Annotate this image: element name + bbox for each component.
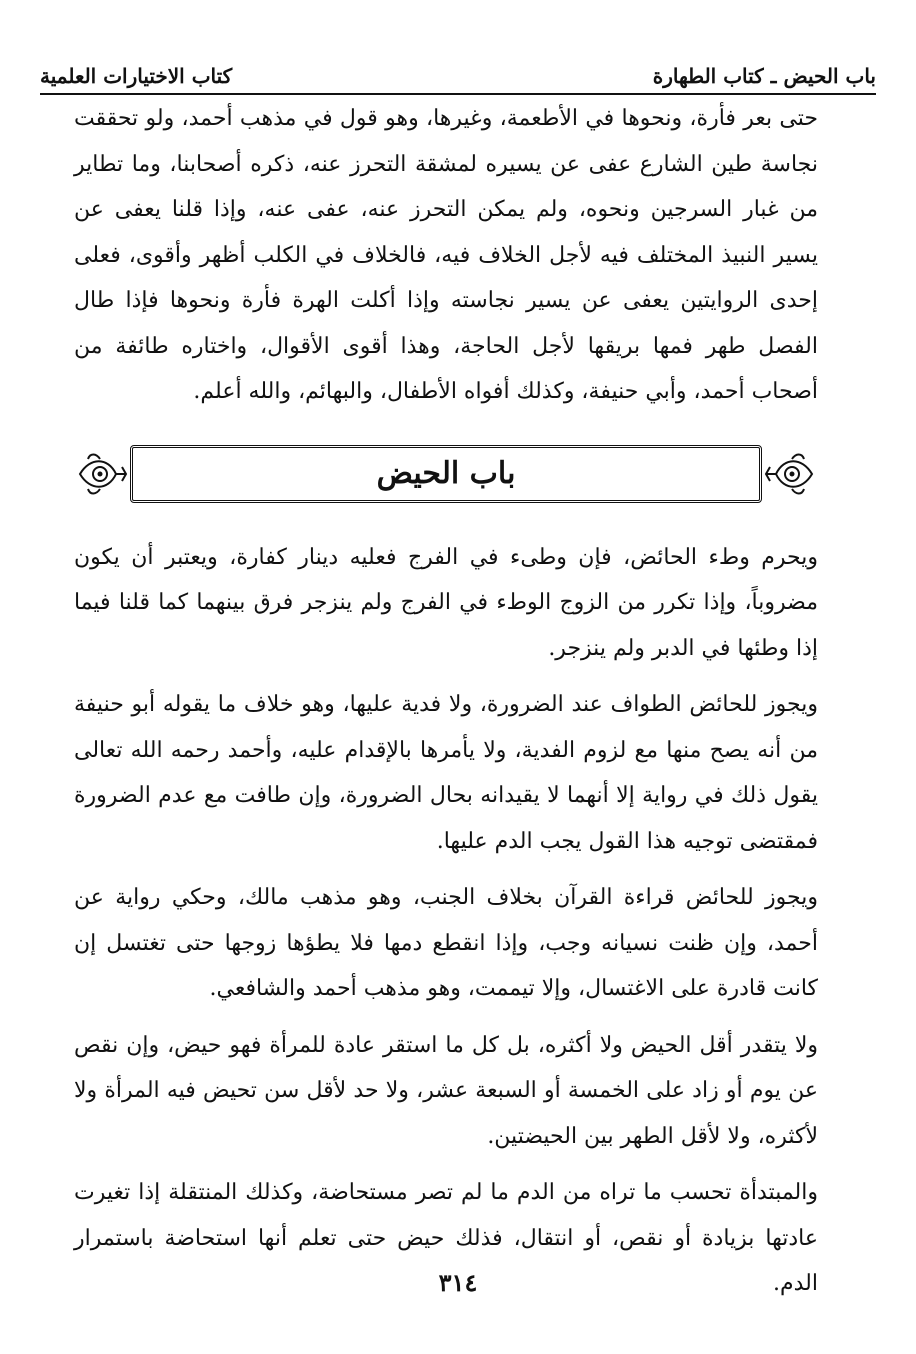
header-book-title: كتاب الاختيارات العلمية — [40, 64, 233, 88]
left-ornament-icon — [74, 447, 130, 501]
paragraph-3: ويجوز للحائض قراءة القرآن بخلاف الجنب، وهو مذهب مالك، وحكي رواية عن أحمد، وإن ظنت نسيانه وجب، وإذا انقطع دمها فلا يطؤها زوجها حتى تغتسل إن كانت قادرة على الاغتسال، وإلا تيممت، وهو مذهب أحمد والشافعي. — [74, 885, 818, 1001]
intro-paragraph: حتى بعر فأرة، ونحوها في الأطعمة، وغيرها، وهو قول في مذهب أحمد، ولو تحققت نجاسة طين الشارع عفى عن يسيره لمشقة التحرز عنه، ذكره أصحابنا، وما تطاير من غبار السرجين ونحوه، ولم يمكن التحرز عنه، عفى عنه، وإذا قلنا يعفى عن يسير النبيذ المختلف فيه لأجل الخلاف فيه، فالخلاف في الكلب أظهر وأقوى، فعلى إحدى الروايتين يعفى عن يسير نجاسته وإذا أكلت الهرة فأرة ونحوها فإذا طال الفصل طهر فمها بريقها لأجل الحاجة، وهذا أقوى الأقوال، واختاره طائفة من أصحاب أحمد، وأبي حنيفة، وكذلك أفواه الأطفال، والبهائم، والله أعلم. — [74, 106, 818, 404]
chapter-title-box — [74, 437, 818, 511]
header-chapter: باب الحيض ـ كتاب الطهارة — [652, 64, 876, 88]
paragraph-5: والمبتدأة تحسب ما تراه من الدم ما لم تصر مستحاضة، وكذلك المنتقلة إذا تغيرت عادتها بزيادة أو نقص، أو انتقال، فذلك حيض حتى تعلم أنها استحاضة باستمرار الدم. — [74, 1180, 818, 1296]
paragraph-2: ويجوز للحائض الطواف عند الضرورة، ولا فدية عليها، وهو خلاف ما يقوله أبو حنيفة من أنه يصح منها مع لزوم الفدية، ولا يأمرها بالإقدام عليه، وأحمد رحمه الله تعالى يقول ذلك في رواية إلا أنهما لا يقيدانه بحال الضرورة، وإن طافت مع عدم الضرورة فمقتضى توجيه هذا القول يجب الدم عليها. — [74, 692, 818, 854]
paragraph-1: ويحرم وطء الحائض، فإن وطىء في الفرج فعليه دينار كفارة، ويعتبر أن يكون مضروباً، وإذا تكرر من الزوج الوطء في الفرج ولم ينزجر فرق بينهما كما قلنا فيما إذا وطئها في الدبر ولم ينزجر. — [74, 544, 818, 661]
page-content — [74, 96, 818, 1307]
paragraph-4: ولا يتقدر أقل الحيض ولا أكثره، بل كل ما استقر عادة للمرأة فهو حيض، وإن نقص عن يوم أو زاد على الخمسة أو السبعة عشر، ولا حد لأقل سن تحيض فيه المرأة ولا لأكثره، ولا لأقل الطهر بين الحيضتين. — [74, 1032, 819, 1149]
running-header — [40, 40, 876, 94]
header-rule — [40, 93, 876, 95]
right-ornament-icon — [762, 447, 818, 501]
chapter-title: باب الحيض — [376, 455, 516, 491]
page-number: ٣١٤ — [438, 1268, 478, 1297]
